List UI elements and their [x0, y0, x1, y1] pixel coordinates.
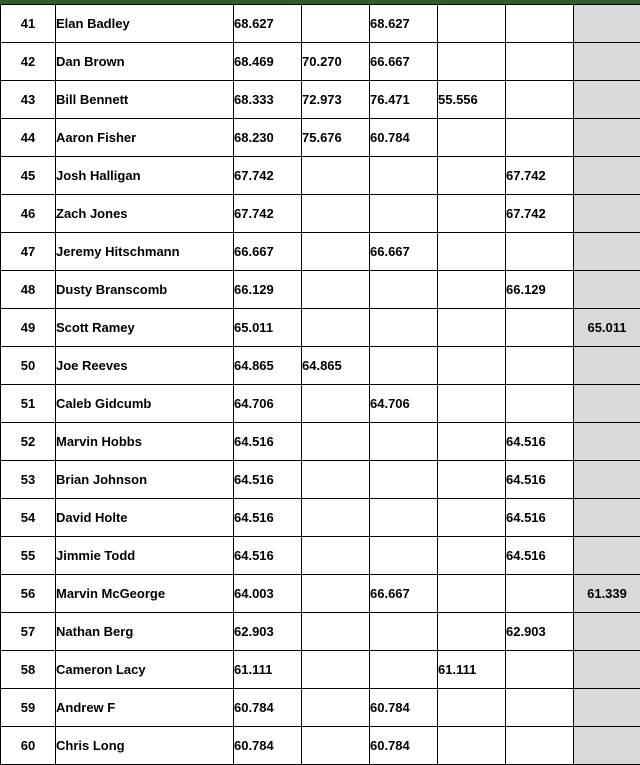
score-cell-4: 64.516 — [506, 537, 574, 575]
name-cell: Jeremy Hitschmann — [56, 233, 234, 271]
table-row — [1, 461, 640, 499]
name-cell: Bill Bennett — [56, 81, 234, 119]
score-cell-4 — [506, 5, 574, 43]
score-cell-4: 64.516 — [506, 499, 574, 537]
score-cell-5 — [574, 347, 640, 385]
score-cell-1 — [302, 613, 370, 651]
score-cell-4 — [506, 43, 574, 81]
rank-cell: 51 — [1, 385, 56, 423]
score-cell-3 — [438, 43, 506, 81]
score-cell-1: 64.865 — [302, 347, 370, 385]
name-cell: Caleb Gidcumb — [56, 385, 234, 423]
score-cell-3 — [438, 385, 506, 423]
score-cell-2 — [370, 613, 438, 651]
score-cell-4 — [506, 233, 574, 271]
score-cell-5 — [574, 233, 640, 271]
name-cell: David Holte — [56, 499, 234, 537]
score-cell-3 — [438, 423, 506, 461]
total-score-cell: 64.516 — [234, 537, 302, 575]
standings-table — [0, 4, 640, 765]
rank-cell: 45 — [1, 157, 56, 195]
rank-cell: 54 — [1, 499, 56, 537]
score-cell-2: 68.627 — [370, 5, 438, 43]
score-cell-4: 62.903 — [506, 613, 574, 651]
score-cell-5 — [574, 423, 640, 461]
rank-cell: 52 — [1, 423, 56, 461]
rank-cell: 60 — [1, 727, 56, 765]
name-cell: Elan Badley — [56, 5, 234, 43]
score-cell-4: 67.742 — [506, 195, 574, 233]
rank-cell: 46 — [1, 195, 56, 233]
score-cell-3 — [438, 119, 506, 157]
total-score-cell: 60.784 — [234, 727, 302, 765]
score-cell-5 — [574, 499, 640, 537]
score-cell-1 — [302, 499, 370, 537]
score-cell-5 — [574, 157, 640, 195]
table-row — [1, 195, 640, 233]
score-cell-5 — [574, 81, 640, 119]
score-cell-5 — [574, 195, 640, 233]
name-cell: Josh Halligan — [56, 157, 234, 195]
score-cell-4: 64.516 — [506, 423, 574, 461]
rank-cell: 55 — [1, 537, 56, 575]
rank-cell: 47 — [1, 233, 56, 271]
name-cell: Dan Brown — [56, 43, 234, 81]
score-cell-5 — [574, 651, 640, 689]
score-cell-2 — [370, 537, 438, 575]
table-body — [1, 5, 640, 765]
rank-cell: 59 — [1, 689, 56, 727]
name-cell: Chris Long — [56, 727, 234, 765]
score-cell-4 — [506, 309, 574, 347]
score-cell-1 — [302, 537, 370, 575]
score-cell-1 — [302, 461, 370, 499]
total-score-cell: 68.627 — [234, 5, 302, 43]
score-cell-2: 66.667 — [370, 575, 438, 613]
score-cell-5 — [574, 5, 640, 43]
score-cell-3 — [438, 461, 506, 499]
total-score-cell: 60.784 — [234, 689, 302, 727]
total-score-cell: 67.742 — [234, 157, 302, 195]
total-score-cell: 68.469 — [234, 43, 302, 81]
score-cell-1 — [302, 727, 370, 765]
table-row — [1, 271, 640, 309]
rank-cell: 58 — [1, 651, 56, 689]
score-cell-5 — [574, 119, 640, 157]
score-cell-2: 60.784 — [370, 119, 438, 157]
score-cell-2: 60.784 — [370, 689, 438, 727]
total-score-cell: 61.111 — [234, 651, 302, 689]
score-cell-3 — [438, 157, 506, 195]
score-cell-1 — [302, 233, 370, 271]
score-cell-5 — [574, 385, 640, 423]
table-row — [1, 575, 640, 613]
score-cell-4 — [506, 651, 574, 689]
score-cell-5 — [574, 537, 640, 575]
name-cell: Andrew F — [56, 689, 234, 727]
table-row — [1, 385, 640, 423]
score-cell-1 — [302, 157, 370, 195]
name-cell: Jimmie Todd — [56, 537, 234, 575]
score-cell-4: 67.742 — [506, 157, 574, 195]
score-cell-3 — [438, 347, 506, 385]
score-cell-4: 64.516 — [506, 461, 574, 499]
score-cell-3: 55.556 — [438, 81, 506, 119]
score-cell-1: 72.973 — [302, 81, 370, 119]
score-cell-2 — [370, 195, 438, 233]
rank-cell: 50 — [1, 347, 56, 385]
score-cell-1 — [302, 271, 370, 309]
total-score-cell: 64.003 — [234, 575, 302, 613]
rank-cell: 44 — [1, 119, 56, 157]
score-cell-2 — [370, 347, 438, 385]
total-score-cell: 68.333 — [234, 81, 302, 119]
score-cell-2 — [370, 271, 438, 309]
table-row — [1, 727, 640, 765]
score-cell-3 — [438, 689, 506, 727]
rank-cell: 53 — [1, 461, 56, 499]
table-row — [1, 5, 640, 43]
total-score-cell: 64.516 — [234, 461, 302, 499]
name-cell: Marvin McGeorge — [56, 575, 234, 613]
table-row — [1, 499, 640, 537]
score-cell-3 — [438, 613, 506, 651]
score-cell-1 — [302, 423, 370, 461]
score-cell-3 — [438, 537, 506, 575]
score-cell-3 — [438, 233, 506, 271]
score-cell-2 — [370, 309, 438, 347]
total-score-cell: 66.129 — [234, 271, 302, 309]
total-score-cell: 65.011 — [234, 309, 302, 347]
total-score-cell: 67.742 — [234, 195, 302, 233]
name-cell: Scott Ramey — [56, 309, 234, 347]
table-row — [1, 423, 640, 461]
score-cell-1: 70.270 — [302, 43, 370, 81]
score-cell-3 — [438, 5, 506, 43]
table-row — [1, 651, 640, 689]
name-cell: Dusty Branscomb — [56, 271, 234, 309]
score-cell-2 — [370, 423, 438, 461]
total-score-cell: 66.667 — [234, 233, 302, 271]
score-cell-5 — [574, 43, 640, 81]
score-cell-1 — [302, 5, 370, 43]
score-cell-4 — [506, 81, 574, 119]
score-cell-3 — [438, 575, 506, 613]
table-row — [1, 309, 640, 347]
score-cell-1 — [302, 195, 370, 233]
score-cell-1: 75.676 — [302, 119, 370, 157]
table-row — [1, 537, 640, 575]
score-cell-5 — [574, 461, 640, 499]
score-cell-2 — [370, 651, 438, 689]
score-cell-5 — [574, 613, 640, 651]
total-score-cell: 64.706 — [234, 385, 302, 423]
score-cell-2: 64.706 — [370, 385, 438, 423]
name-cell: Brian Johnson — [56, 461, 234, 499]
score-cell-2: 66.667 — [370, 233, 438, 271]
total-score-cell: 62.903 — [234, 613, 302, 651]
score-cell-1 — [302, 385, 370, 423]
score-cell-5 — [574, 271, 640, 309]
total-score-cell: 68.230 — [234, 119, 302, 157]
score-cell-2 — [370, 157, 438, 195]
total-score-cell: 64.516 — [234, 499, 302, 537]
rank-cell: 41 — [1, 5, 56, 43]
score-cell-4 — [506, 689, 574, 727]
score-cell-4 — [506, 347, 574, 385]
score-cell-5 — [574, 727, 640, 765]
score-cell-3 — [438, 727, 506, 765]
score-cell-5: 61.339 — [574, 575, 640, 613]
score-cell-1 — [302, 575, 370, 613]
score-cell-1 — [302, 689, 370, 727]
score-cell-3 — [438, 499, 506, 537]
score-cell-1 — [302, 651, 370, 689]
name-cell: Aaron Fisher — [56, 119, 234, 157]
table-row — [1, 347, 640, 385]
name-cell: Zach Jones — [56, 195, 234, 233]
score-cell-4: 66.129 — [506, 271, 574, 309]
score-cell-3 — [438, 271, 506, 309]
rank-cell: 48 — [1, 271, 56, 309]
table-row — [1, 233, 640, 271]
name-cell: Nathan Berg — [56, 613, 234, 651]
table-row — [1, 81, 640, 119]
score-cell-2 — [370, 499, 438, 537]
table-row — [1, 43, 640, 81]
score-cell-2: 60.784 — [370, 727, 438, 765]
total-score-cell: 64.865 — [234, 347, 302, 385]
score-cell-4 — [506, 575, 574, 613]
table-row — [1, 689, 640, 727]
rank-cell: 49 — [1, 309, 56, 347]
table-row — [1, 613, 640, 651]
score-cell-4 — [506, 727, 574, 765]
score-cell-2: 76.471 — [370, 81, 438, 119]
name-cell: Marvin Hobbs — [56, 423, 234, 461]
total-score-cell: 64.516 — [234, 423, 302, 461]
table-row — [1, 157, 640, 195]
score-cell-2: 66.667 — [370, 43, 438, 81]
score-cell-3: 61.111 — [438, 651, 506, 689]
rank-cell: 42 — [1, 43, 56, 81]
score-cell-5: 65.011 — [574, 309, 640, 347]
rank-cell: 56 — [1, 575, 56, 613]
score-cell-5 — [574, 689, 640, 727]
score-cell-4 — [506, 385, 574, 423]
table-row — [1, 119, 640, 157]
score-cell-2 — [370, 461, 438, 499]
name-cell: Cameron Lacy — [56, 651, 234, 689]
score-cell-1 — [302, 309, 370, 347]
score-cell-3 — [438, 309, 506, 347]
rank-cell: 57 — [1, 613, 56, 651]
rank-cell: 43 — [1, 81, 56, 119]
score-cell-4 — [506, 119, 574, 157]
name-cell: Joe Reeves — [56, 347, 234, 385]
score-cell-3 — [438, 195, 506, 233]
